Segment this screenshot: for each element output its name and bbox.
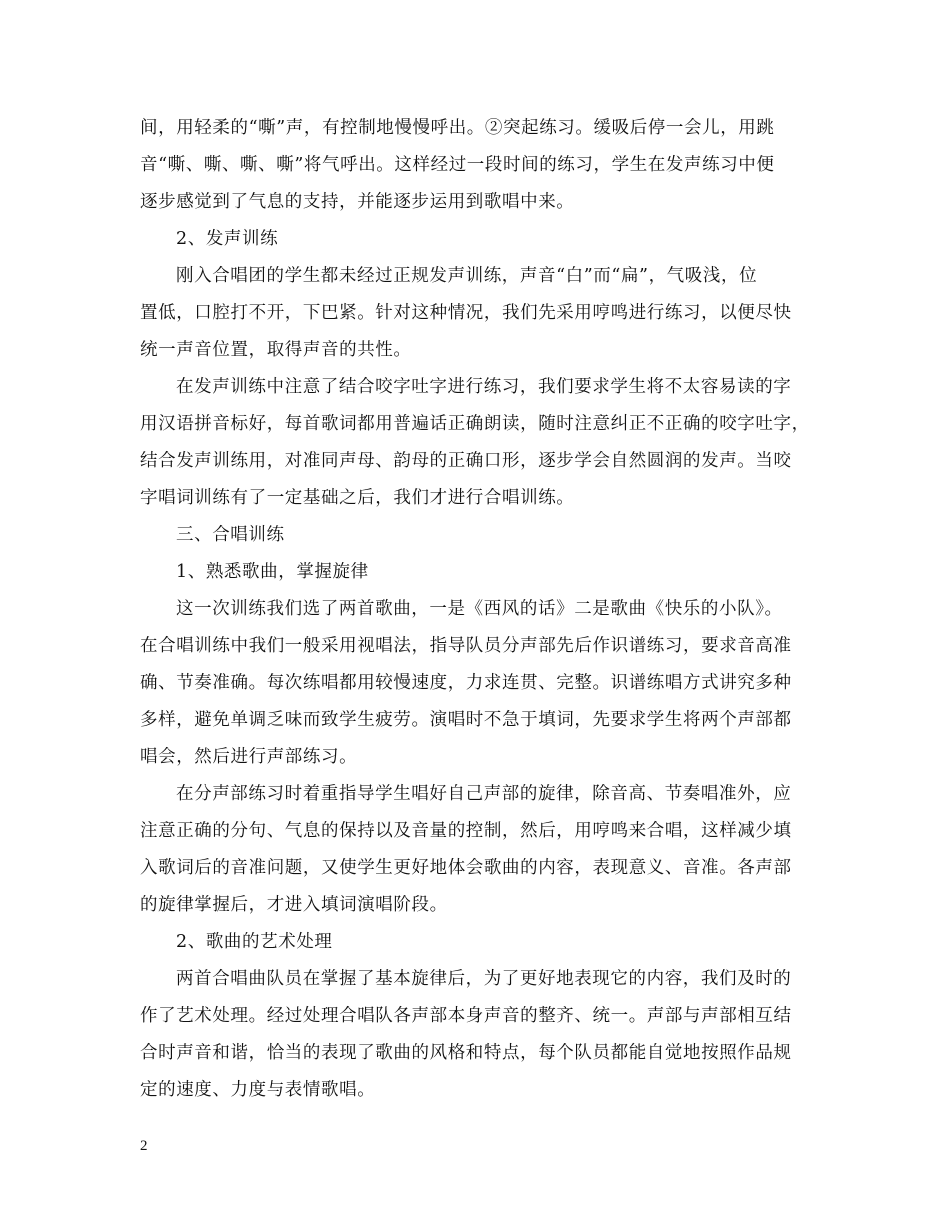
text-line: 结合发声训练用，对准同声母、韵母的正确口形，逐步学会自然圆润的发声。当咬 bbox=[140, 451, 792, 471]
text-line: 逐步感觉到了气息的支持，并能逐步运用到歌唱中来。 bbox=[140, 192, 575, 212]
text-line: 唱会，然后进行声部练习。 bbox=[140, 747, 358, 767]
text-line: 用汉语拼音标好，每首歌词都用普遍话正确朗读，随时注意纠正不正确的咬字吐字， bbox=[140, 414, 810, 434]
text-line: 音“嘶、嘶、嘶、嘶”将气呼出。这样经过一段时间的练习，学生在发声练习中便 bbox=[140, 155, 775, 175]
text-line: 统一声音位置，取得声音的共性。 bbox=[140, 340, 412, 360]
text-line: 间，用轻柔的“嘶”声，有控制地慢慢呼出。②突起练习。缓吸后停一会儿，用跳 bbox=[140, 118, 775, 138]
text-line: 在发声训练中注意了结合咬字吐字进行练习，我们要求学生将不太容易读的字 bbox=[176, 377, 792, 397]
text-line: 的旋律掌握后，才进入填词演唱阶段。 bbox=[140, 895, 448, 915]
text-line: 刚入合唱团的学生都未经过正规发声训练，声音“白”而“扁”，气吸浅，位 bbox=[176, 266, 758, 286]
text-line: 合时声音和谐，恰当的表现了歌曲的风格和特点，每个队员都能自觉地按照作品规 bbox=[140, 1043, 792, 1063]
text-line: 入歌词后的音准问题，又使学生更好地体会歌曲的内容，表现意义、音准。各声部 bbox=[140, 858, 792, 878]
text-line: 2、发声训练 bbox=[176, 229, 279, 249]
text-line: 1、熟悉歌曲，掌握旋律 bbox=[176, 562, 369, 582]
text-line: 在分声部练习时着重指导学生唱好自己声部的旋律，除音高、节奏唱准外，应 bbox=[176, 784, 792, 804]
text-line: 在合唱训练中我们一般采用视唱法，指导队员分声部先后作识谱练习，要求音高准 bbox=[140, 636, 792, 656]
text-line: 定的速度、力度与表情歌唱。 bbox=[140, 1080, 376, 1100]
text-line: 注意正确的分句、气息的保持以及音量的控制，然后，用哼鸣来合唱，这样减少填 bbox=[140, 821, 792, 841]
text-line: 置低，口腔打不开，下巴紧。针对这种情况，我们先采用哼鸣进行练习，以便尽快 bbox=[140, 303, 792, 323]
text-line: 作了艺术处理。经过处理合唱队各声部本身声音的整齐、统一。声部与声部相互结 bbox=[140, 1006, 792, 1026]
text-line: 字唱词训练有了一定基础之后，我们才进行合唱训练。 bbox=[140, 488, 575, 508]
text-line: 两首合唱曲队员在掌握了基本旋律后，为了更好地表现它的内容，我们及时的 bbox=[176, 969, 792, 989]
text-line: 确、节奏准确。每次练唱都用较慢速度，力求连贯、完整。识谱练唱方式讲究多种 bbox=[140, 673, 792, 693]
page-number: 2 bbox=[140, 1138, 148, 1154]
text-line: 多样，避免单调乏味而致学生疲劳。演唱时不急于填词，先要求学生将两个声部都 bbox=[140, 710, 792, 730]
document-body bbox=[140, 110, 812, 1109]
text-line: 这一次训练我们选了两首歌曲，一是《西风的话》二是歌曲《快乐的小队》。 bbox=[176, 599, 783, 619]
text-line: 2、歌曲的艺术处理 bbox=[176, 932, 333, 952]
text-line: 三、合唱训练 bbox=[176, 525, 285, 545]
